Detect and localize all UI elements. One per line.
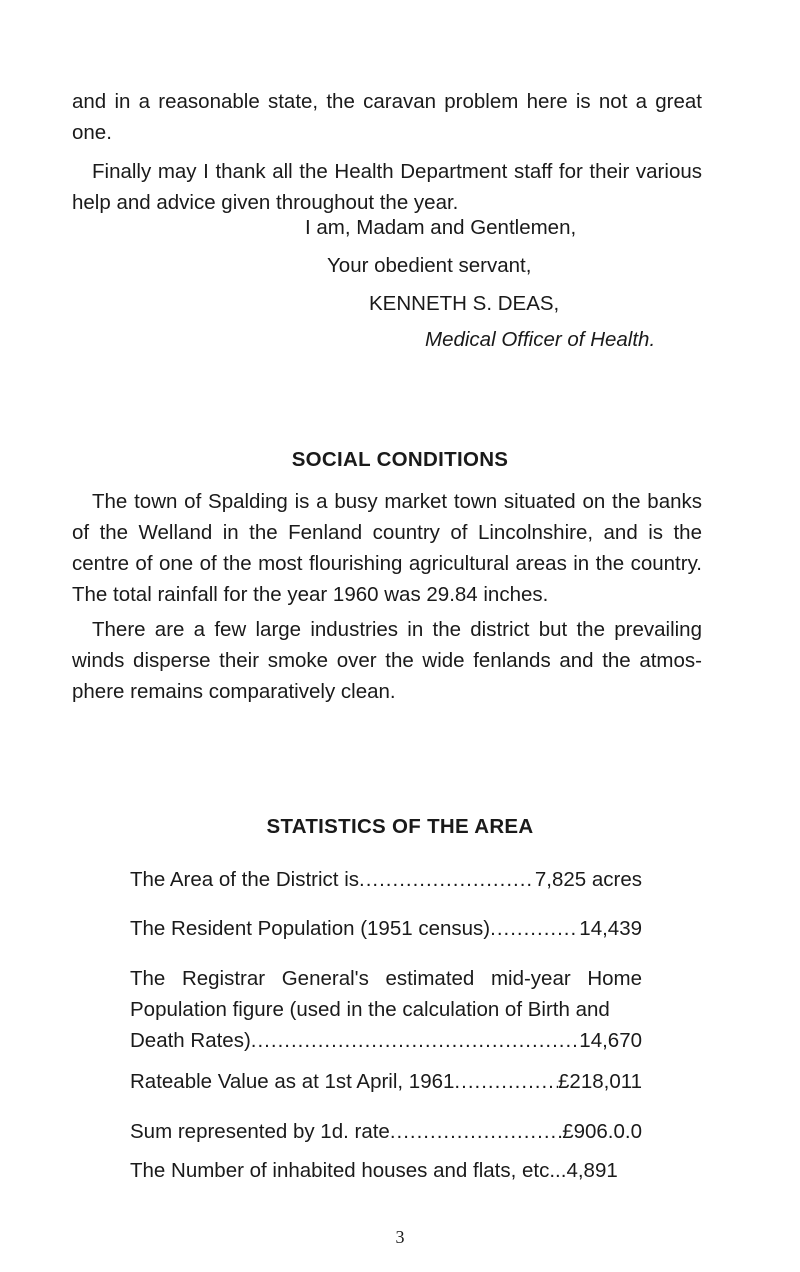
social-conditions-heading: SOCIAL CONDITIONS (291, 448, 509, 471)
stat-label-prefix: The Registrar General's estimated mid-year Home Population figure (used in the calculation of Birth and (130, 967, 642, 1021)
stat-value: 14,439 (579, 917, 642, 940)
stat-label: The Number of inhabited houses and flats, etc (130, 1159, 550, 1182)
page-number: 3 (395, 1227, 405, 1247)
valediction: Your obedient servant, (327, 254, 532, 277)
stat-label: Death Rates) (130, 1029, 251, 1052)
leader-dots (549, 1155, 566, 1186)
leader-dots (359, 864, 535, 895)
stat-value: 14,670 (579, 1029, 642, 1052)
stat-label: Sum represented by 1d. rate (130, 1120, 390, 1143)
leader-dots (251, 1025, 580, 1056)
stat-value: £218,011 (558, 1070, 642, 1093)
signatory-name: KENNETH S. DEAS, (369, 292, 560, 315)
stat-rateable-value (130, 1066, 642, 1097)
stat-home-population (130, 963, 642, 1056)
social-conditions-paragraph-2: There are a few large industries in the district but the prevailing winds disperse their smoke over the wide fenlands and the atmos- phere remains comparatively clean. (72, 618, 702, 703)
stat-label: The Resident Population (1951 census) (130, 917, 491, 940)
stat-value: £906.0.0 (562, 1120, 642, 1143)
statistics-heading: STATISTICS OF THE AREA (266, 815, 534, 838)
stat-penny-rate (130, 1116, 642, 1147)
stat-value: 7,825 acres (534, 868, 642, 891)
intro-paragraph-2: Finally may I thank all the Health Department staff for their various help and advice given throughout the year. (72, 160, 702, 214)
intro-paragraph-1: and in a reasonable state, the caravan problem here is not a great one. (72, 90, 702, 144)
stat-inhabited-houses (130, 1155, 642, 1186)
signatory-title: Medical Officer of Health. (425, 328, 656, 351)
stat-label: The Area of the District is (130, 868, 360, 891)
leader-dots (490, 913, 579, 944)
salutation: I am, Madam and Gentlemen, (305, 216, 577, 239)
leader-dots (454, 1066, 558, 1097)
leader-dots (390, 1116, 562, 1147)
stat-area (130, 864, 642, 895)
stat-resident-population (130, 913, 642, 944)
social-conditions-paragraph-1: The town of Spalding is a busy market town situated on the banks of the Welland in the Fenland country of Lincolnshire, and is the centre of one of the most flourishing agricultural areas in the country. The total rainfall for the year 1960 was 29.84 inches. (72, 490, 702, 606)
stat-label: Rateable Value as at 1st April, 1961 (130, 1070, 455, 1093)
stat-value: 4,891 (566, 1159, 618, 1182)
